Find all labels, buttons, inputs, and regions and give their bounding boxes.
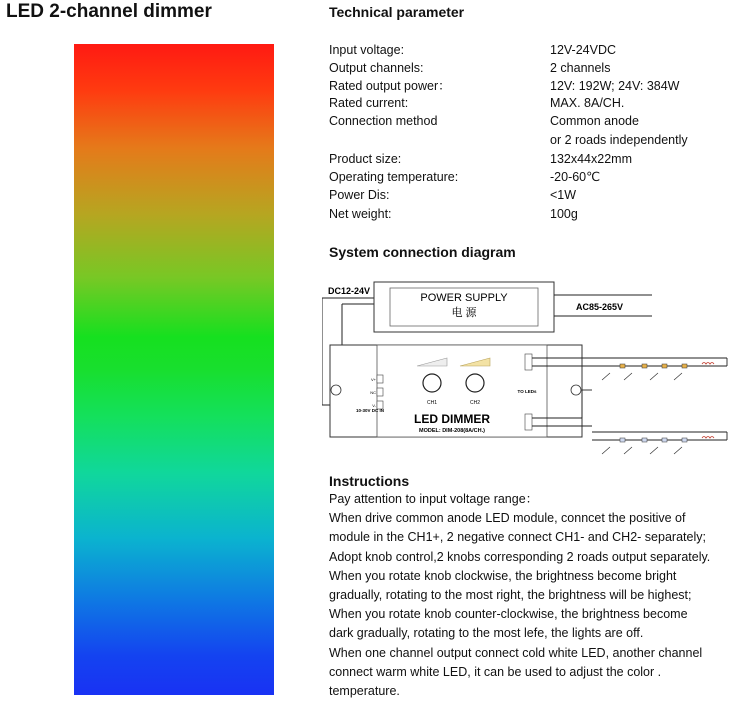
svg-text:NC: NC xyxy=(370,390,376,395)
to-leds-label: TO LEDs xyxy=(517,389,537,394)
spec-label: Product size: xyxy=(329,152,402,166)
tech-heading: Technical parameter xyxy=(329,4,465,20)
spec-label: Rated output power： xyxy=(329,79,451,93)
dimmer-label: LED DIMMER xyxy=(414,412,490,426)
spec-value: -20-60℃ xyxy=(550,170,601,184)
instruction-line: When one channel output connect cold white LED, another channel xyxy=(329,645,703,660)
spec-value: MAX. 8A/CH. xyxy=(550,96,625,110)
color-gradient-panel xyxy=(74,44,274,695)
instruction-line: When you rotate knob counter-clockwise, the brightness become xyxy=(329,607,688,622)
spec-value: <1W xyxy=(550,188,577,202)
connection-diagram xyxy=(322,280,742,460)
instruction-line: Adopt knob control,2 knobs corresponding 2 roads output separately. xyxy=(329,549,711,564)
instruction-line: connect warm white LED, it can be used to adjust the color . xyxy=(329,664,662,679)
instruction-line: module in the CH1+, 2 negative connect CH1- and CH2- separately; xyxy=(329,530,706,545)
spec-label: Net weight: xyxy=(329,207,392,221)
dc-in-label: 10-30V DC IN xyxy=(355,408,385,413)
spec-value: 132x44x22mm xyxy=(550,152,632,166)
ch1-label: CH1 xyxy=(426,400,438,406)
spec-label: Operating temperature: xyxy=(329,170,459,184)
spec-value: 2 channels xyxy=(550,61,611,75)
instruction-line: Pay attention to input voltage range： xyxy=(329,492,539,506)
model-label: MODEL: DIM-208(8A/CH.) xyxy=(418,428,486,434)
instruction-line: dark gradually, rotating to the most lefe, the lights are off. xyxy=(329,626,644,641)
instructions-heading: Instructions xyxy=(329,473,410,489)
spec-value: 12V-24VDC xyxy=(550,43,617,57)
dc-label: DC12-24V xyxy=(328,286,371,296)
spec-label: Input voltage: xyxy=(329,43,405,57)
svg-text:V+: V+ xyxy=(370,377,376,382)
instruction-line: When drive common anode LED module, conncet the positive of xyxy=(329,511,686,526)
ch2-label: CH2 xyxy=(469,400,481,406)
instruction-line: gradually, rotating to the most right, the brightness will be highest; xyxy=(329,588,692,602)
psu-label: POWER SUPPLY xyxy=(420,292,508,304)
svg-text:V-: V- xyxy=(372,403,376,408)
psu-label-cn: 电 源 xyxy=(451,307,477,319)
spec-label: Rated current: xyxy=(329,96,409,110)
spec-value: Common anode xyxy=(550,114,639,128)
spec-value: 100g xyxy=(550,207,578,221)
spec-label: Power Dis: xyxy=(329,188,390,202)
instruction-line: temperature. xyxy=(329,684,400,698)
page-title: LED 2-channel dimmer xyxy=(6,1,212,22)
spec-value: 12V: 192W; 24V: 384W xyxy=(550,79,680,93)
ac-label: AC85-265V xyxy=(576,302,624,312)
diagram-heading: System connection diagram xyxy=(329,244,516,260)
spec-label: Connection method xyxy=(329,114,438,128)
spec-value: or 2 roads independently xyxy=(550,133,688,147)
instruction-line: When you rotate knob clockwise, the brightness become bright xyxy=(329,568,677,583)
spec-label: Output channels: xyxy=(329,61,424,75)
